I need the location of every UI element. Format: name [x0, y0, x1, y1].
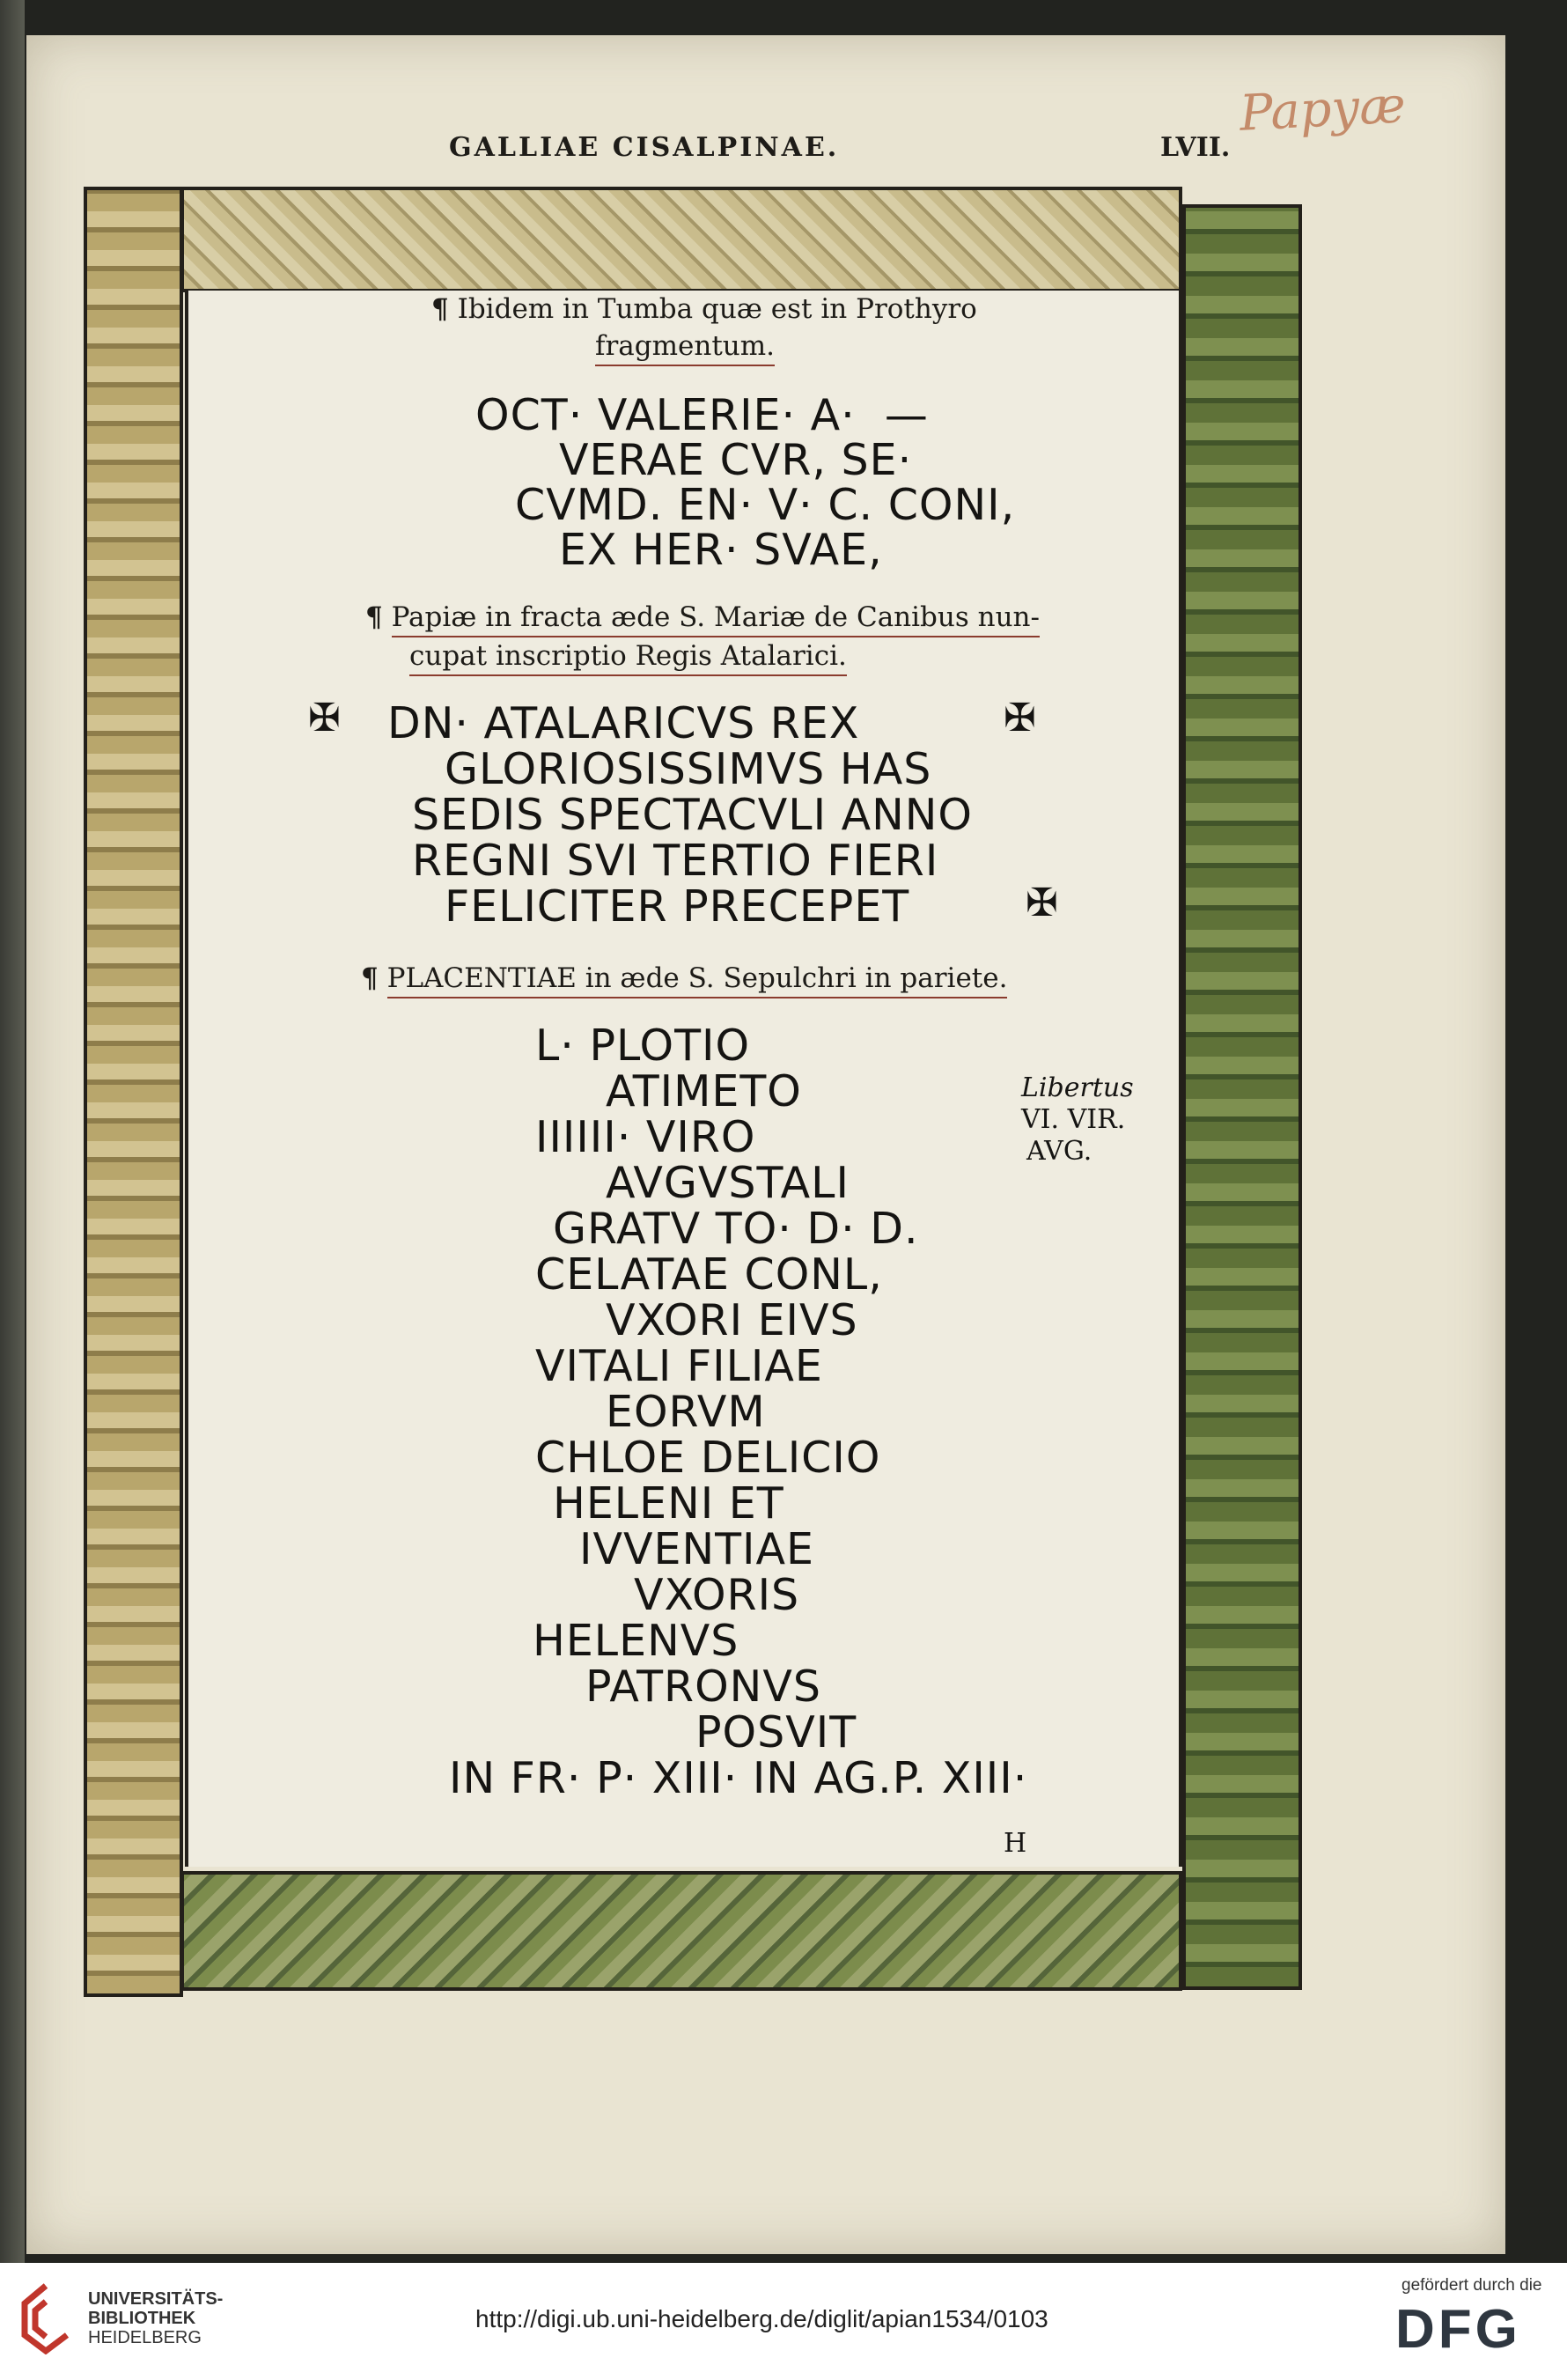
pilcrow-icon: ¶: [431, 293, 449, 325]
inscription-2-line-1: DN· ATALARICVS REX: [387, 698, 860, 748]
running-head: GALLIAE CISALPINAE.: [449, 132, 840, 163]
inscription-3-line-13: VXORIS: [634, 1570, 800, 1620]
inscription-3-line-4: AVGVSTALI: [606, 1158, 850, 1208]
funder-label: gefördert durch die: [1401, 2276, 1542, 2295]
side-note-line-1: Libertus: [1021, 1072, 1134, 1103]
inscription-3-line-10: CHLOE DELICIO: [535, 1433, 881, 1483]
inscription-3-line-17: IN FR· P· XIII· IN AG.P. XIII·: [449, 1753, 1028, 1803]
cross-icon: ✠: [1026, 881, 1058, 925]
side-note-line-3: AVG.: [1026, 1136, 1092, 1167]
rubric-1-line-1: Ibidem in Tumba quæ est in Prothyro: [457, 293, 977, 325]
inscription-3-line-5: GRATV TO· D· D.: [553, 1204, 919, 1254]
cross-icon: ✠: [1004, 696, 1036, 741]
university-logo-icon: [19, 2282, 72, 2354]
rubric-1-line-2: fragmentum.: [595, 328, 775, 366]
rubric-2-line-2: cupat inscriptio Regis Atalarici.: [409, 637, 847, 676]
inscription-3-line-7: VXORI EIVS: [606, 1295, 858, 1345]
inscription-3-line-3: IIIIII· VIRO: [535, 1112, 756, 1162]
woodcut-border-bottom: [180, 1871, 1182, 1991]
inscription-2-line-2: GLORIOSISSIMVS HAS: [445, 744, 932, 794]
inscription-3-line-6: CELATAE CONL,: [535, 1249, 883, 1300]
inscription-3-line-1: L· PLOTIO: [535, 1021, 751, 1071]
inscription-1-line-4: EX HER· SVAE,: [559, 525, 883, 575]
pilcrow-icon: ¶: [365, 601, 383, 633]
folio-number: LVII.: [1160, 132, 1231, 163]
inscription-3-line-2: ATIMETO: [606, 1066, 802, 1116]
inscription-3-line-14: HELENVS: [533, 1616, 739, 1666]
rubric-3-line-1: PLACENTIAE in æde S. Sepulchri in pariete.: [387, 960, 1008, 998]
dfg-logo: DFG: [1395, 2299, 1521, 2360]
inscription-3-line-9: EORVM: [606, 1387, 766, 1437]
woodcut-border-top: [180, 187, 1182, 292]
side-note: [1021, 1072, 1134, 1168]
signature-mark: H: [1004, 1828, 1027, 1859]
rubric-1: [431, 291, 977, 366]
inscription-3-line-16: POSVIT: [695, 1707, 857, 1757]
inscription-2-line-3: SEDIS SPECTACVLI ANNO: [412, 790, 973, 840]
inscription-3-line-11: HELENI ET: [553, 1478, 784, 1529]
inscription-3-line-12: IVVENTIAE: [579, 1524, 814, 1574]
woodcut-border-left: [84, 187, 183, 1997]
manuscript-note: Papyæ: [1238, 77, 1408, 143]
inscription-2-line-4: REGNI SVI TERTIO FIERI: [412, 836, 939, 886]
inscription-1-line-3: CVMD. EN· V· C. CONI,: [515, 480, 1016, 530]
cross-icon: ✠: [308, 696, 341, 741]
woodcut-border-right: [1182, 204, 1302, 1990]
side-note-line-2: VI. VIR.: [1021, 1104, 1126, 1135]
inscription-1-line-2: VERAE CVR, SE·: [559, 435, 913, 485]
library-name: [88, 2289, 223, 2347]
inscription-3-line-8: VITALI FILIAE: [535, 1341, 823, 1391]
rubric-3: [361, 960, 1007, 998]
library-name-line-2: BIBLIOTHEK: [88, 2309, 196, 2328]
source-url-link[interactable]: http://digi.ub.uni-heidelberg.de/diglit/apian1534/0103: [475, 2305, 1048, 2332]
inscription-1-line-1: OCT· VALERIE· A· —: [475, 390, 929, 440]
library-name-line-3: HEIDELBERG: [88, 2328, 202, 2347]
library-name-line-1: UNIVERSITÄTS-: [88, 2289, 224, 2309]
rubric-2-line-1: Papiæ in fracta æde S. Mariæ de Canibus nun-: [392, 599, 1040, 637]
book-spine: [0, 0, 25, 2263]
inscription-2-line-5: FELICITER PRECEPET: [445, 881, 910, 932]
pilcrow-icon: ¶: [361, 962, 379, 994]
rubric-2: [365, 599, 1040, 676]
inscription-3-line-15: PATRONVS: [585, 1662, 821, 1712]
